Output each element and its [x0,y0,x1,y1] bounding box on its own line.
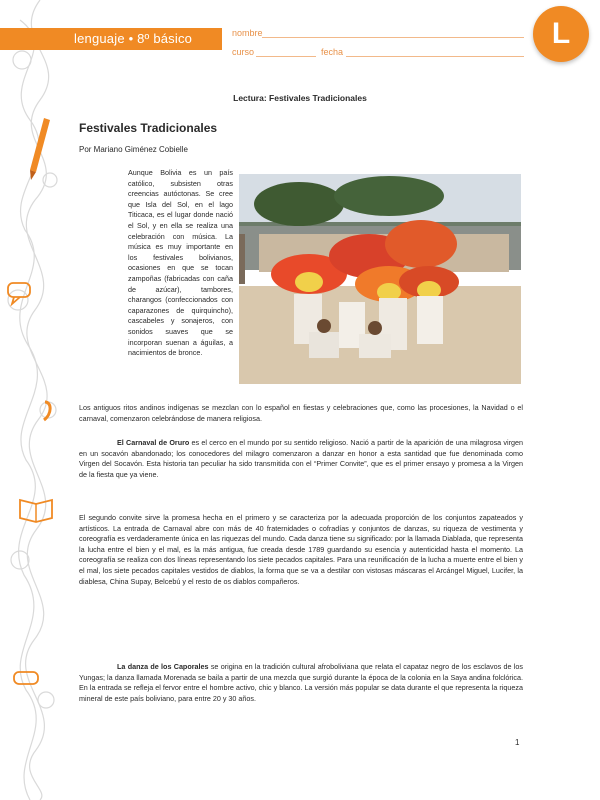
speech-bubble-2-icon [14,672,38,684]
article-title: Festivales Tradicionales [79,121,218,135]
decorative-border [0,0,75,800]
subject-label: lenguaje • 8º básico [74,31,193,46]
date-field-label: fecha [321,47,344,57]
paragraph-3: El segundo convite sirve la promesa hecha en el primero y se caracteriza por la adecuada proporción de los conjuntos zapateados y artísticos. La entrada de Carnaval abre con más de 40 fraternidades o cofradías y conjuntos de danzas, su riqueza de vestimenta y coreografía es verdaderamente única en las riquezas del mundo. Cada danza tiene su significado: por la llamada Diablada, que representa la lucha entre el bien y el mal, es la más antigua, fue creada desde 1789 guardando su esencia y autenticidad hasta el momento. La coreografía se realiza con dos líneas representando los siete pecados capitales. Para una reunificación de la lucha a muerte entre el bien y el mal, los siete pecados capitales vestidos de diablos, la forma que se va a destilar con vistosas máscaras el Arcángel Miguel, Lucifer, la diablesa, China Supay, Belcebú y el resto de os diablos compañeros. [79,513,523,586]
pencil-icon [30,118,50,180]
paragraph-4 [79,662,523,704]
oruro-heading: El Carnaval de Oruro [117,438,190,447]
article-author: Por Mariano Giménez Cobielle [79,145,188,154]
intro-column-text: Aunque Bolivia es un país católico, subsisten otras creencias autóctonas. Se cree que Isla del Sol, en el lago Titicaca, es el lugar donde nació el Sol, y en ella se realiza una celebración con música. La música es muy importante en los festivales bolivianos, ocasiones en que se tocan zampoñas (fabricadas con caña de azúcar), tambores, charangos (confeccionados con caparazones de quirquincho), cascabeles y sonajeros, con sonidos suaves que se incorporan suenan a águilas, a nacimientos de bronce. [128,168,233,358]
book-icon [20,500,52,522]
logo-letter: L [551,17,571,50]
name-field-line[interactable] [262,37,524,38]
caporales-heading: La danza de los Caporales [117,662,209,671]
date-field-line[interactable] [346,56,524,57]
language-logo [533,6,589,62]
paragraph-4-text: se origina en la tradición cultural afroboliviana que relata el capataz negro de los esclavos de los Yungas; la danza llamada Morenada se baila a partir de una mezcla que surgió durante la época de la colonia en la Saya andina folclórica. En la entrada se refleja el fervor entre el hombre activo, chic y blanco. La versión más popular se data durante el que representa la riqueza mineral de este país boliviano, para entre 20 y 30 años. [79,662,524,703]
lecture-title: Lectura: Festivales Tradicionales [233,93,367,103]
comma-icon [44,402,50,420]
festival-photo [239,174,521,384]
course-field-line[interactable] [256,56,316,57]
paragraph-2-text: es el cerco en el mundo por su sentido religioso. Nació a partir de la aparición de una milagrosa virgen en un socavón abandonado; los conocedores del milagro comenzaron a danzar en honor a esta santidad que fue denominada como Virgen del Socavón. Esta historia tan peculiar ha sido transmitida con el “Primer Convite”, que es el primer ensayo y promesa a la Virgen de la fiesta que ya viene. [79,438,523,479]
paragraph-1: Los antiguos ritos andinos indígenas se mezclan con lo español en fiestas y celebraciones que, como las procesiones, la Navidad o el carnaval, comenzaron celebrándose de manera religiosa. [79,403,523,423]
page-number: 1 [515,738,520,747]
name-field-label: nombre [232,28,263,38]
paragraph-2 [79,438,523,480]
course-field-label: curso [232,47,255,57]
